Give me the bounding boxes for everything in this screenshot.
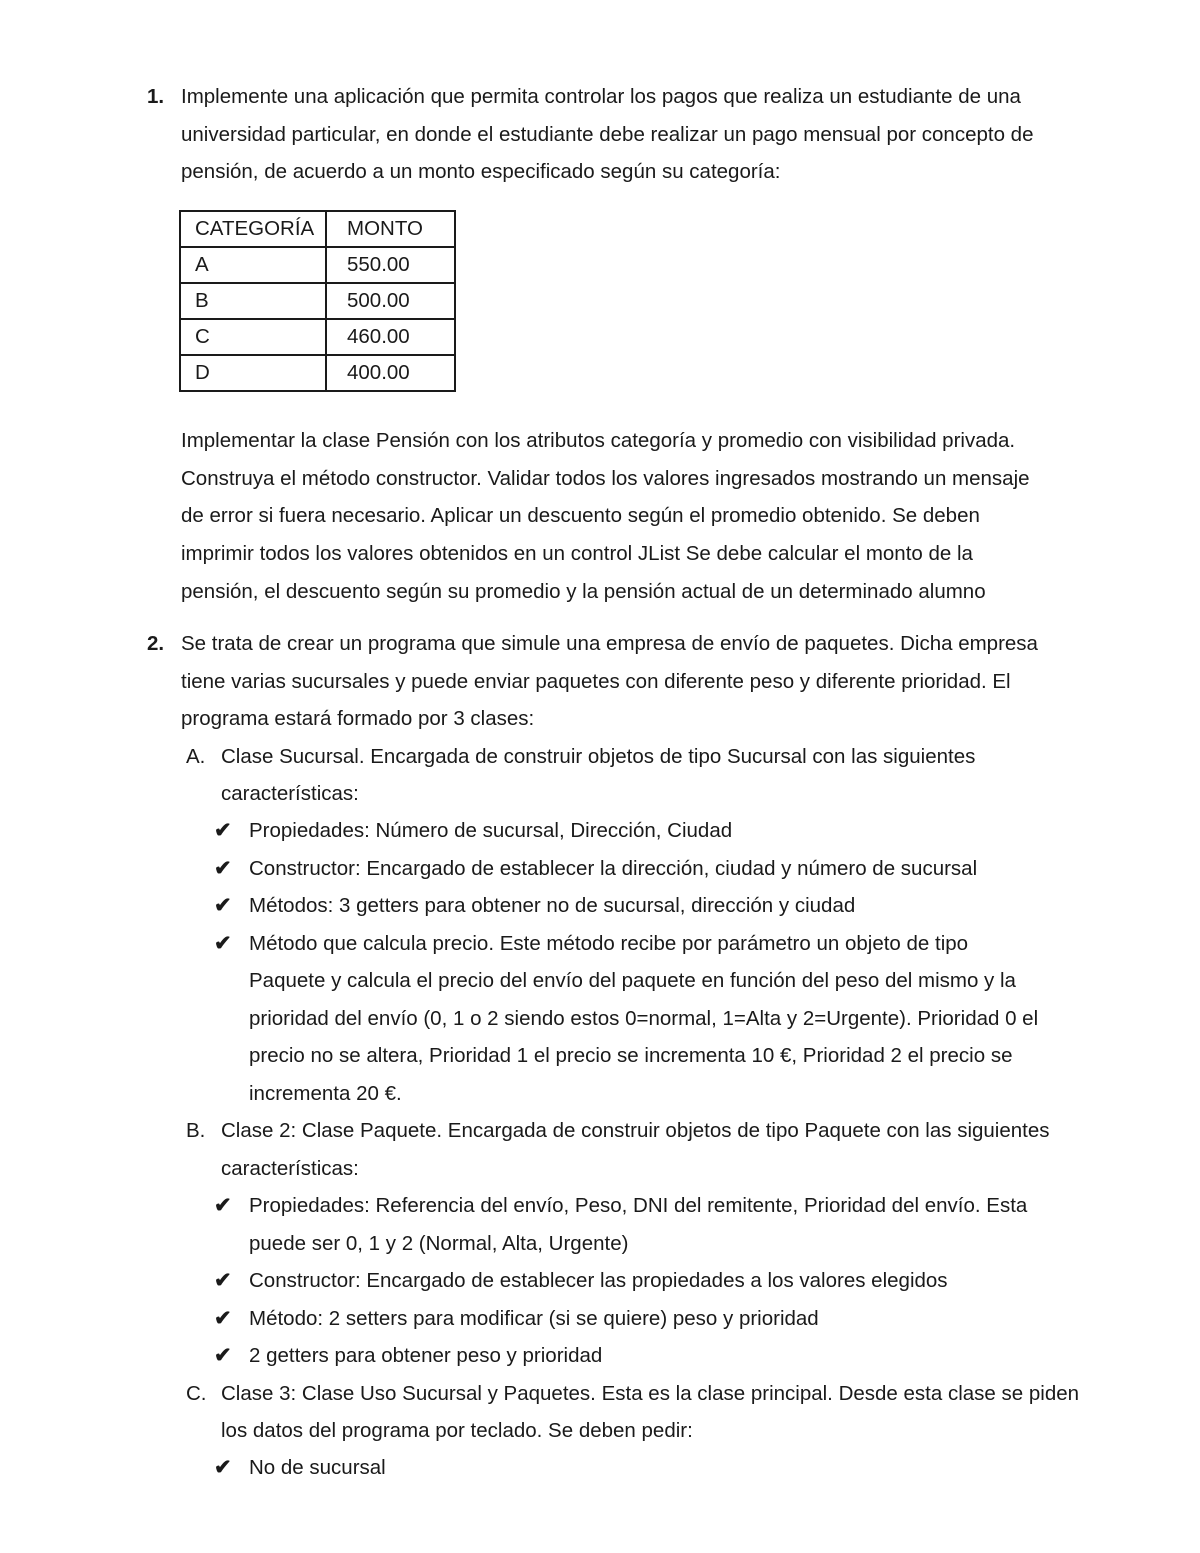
table-row bbox=[180, 319, 455, 355]
table-cell: 550.00 bbox=[326, 247, 455, 283]
table-row bbox=[180, 283, 455, 319]
table-header-cell: MONTO bbox=[326, 211, 455, 247]
check-icon: ✔ bbox=[214, 819, 232, 842]
item-2-line-3: programa estará formado por 3 clases: bbox=[181, 707, 535, 730]
item-1-after-line-3: de error si fuera necesario. Aplicar un descuento según el promedio obtenido. Se deben bbox=[181, 504, 980, 527]
table-cell: 460.00 bbox=[326, 319, 455, 355]
item-2-line-1: Se trata de crear un programa que simule una empresa de envío de paquetes. Dicha empresa bbox=[181, 632, 1038, 655]
section-b-bullet-3: Método: 2 setters para modificar (si se quiere) peso y prioridad bbox=[249, 1307, 819, 1330]
table-cell: B bbox=[180, 283, 326, 319]
section-b-line-2: características: bbox=[221, 1157, 359, 1180]
table-header-cell: CATEGORÍA bbox=[180, 211, 326, 247]
table-cell: 400.00 bbox=[326, 355, 455, 391]
table-cell: 500.00 bbox=[326, 283, 455, 319]
section-a-bullet-1: Propiedades: Número de sucursal, Dirección, Ciudad bbox=[249, 819, 733, 842]
section-a-bullet-3: Métodos: 3 getters para obtener no de sucursal, dirección y ciudad bbox=[249, 894, 856, 917]
table-row bbox=[180, 355, 455, 391]
section-c-line-1: Clase 3: Clase Uso Sucursal y Paquetes. Esta es la clase principal. Desde esta clase se piden bbox=[221, 1382, 1080, 1405]
section-c-bullet-1: No de sucursal bbox=[249, 1456, 386, 1479]
item-2-line-2: tiene varias sucursales y puede enviar paquetes con diferente peso y diferente prioridad. El bbox=[181, 670, 1011, 693]
item-1-after-line-4: imprimir todos los valores obtenidos en un control JList Se debe calcular el monto de la bbox=[181, 542, 973, 565]
section-b-bullet-2: Constructor: Encargado de establecer las propiedades a los valores elegidos bbox=[249, 1269, 948, 1292]
table-cell: A bbox=[180, 247, 326, 283]
check-icon: ✔ bbox=[214, 1194, 232, 1217]
section-a-line-2: características: bbox=[221, 782, 359, 805]
item-1-after-line-2: Construya el método constructor. Validar todos los valores ingresados mostrando un mensaje bbox=[181, 467, 1030, 490]
item-1-line-2: universidad particular, en donde el estudiante debe realizar un pago mensual por concepto de bbox=[181, 123, 1034, 146]
section-a-bullet-4-line-3: prioridad del envío (0, 1 o 2 siendo estos 0=normal, 1=Alta y 2=Urgente). Prioridad 0 el bbox=[249, 1007, 1039, 1030]
item-1-after-line-1: Implementar la clase Pensión con los atributos categoría y promedio con visibilidad privada. bbox=[181, 429, 1016, 452]
item-1-line-3: pensión, de acuerdo a un monto especificado según su categoría: bbox=[181, 160, 781, 183]
section-b-line-1: Clase 2: Clase Paquete. Encargada de construir objetos de tipo Paquete con las siguientes bbox=[221, 1119, 1050, 1142]
section-a-bullet-4-line-1: Método que calcula precio. Este método recibe por parámetro un objeto de tipo bbox=[249, 932, 969, 955]
section-c-line-2: los datos del programa por teclado. Se deben pedir: bbox=[221, 1419, 693, 1442]
section-b-bullet-4: 2 getters para obtener peso y prioridad bbox=[249, 1344, 603, 1367]
table-header-row bbox=[180, 211, 455, 247]
check-icon: ✔ bbox=[214, 1456, 232, 1479]
item-2-number: 2. bbox=[147, 632, 165, 655]
check-icon: ✔ bbox=[214, 1307, 232, 1330]
section-b-bullet-1-line-2: puede ser 0, 1 y 2 (Normal, Alta, Urgente) bbox=[249, 1232, 629, 1255]
item-1-after-line-5: pensión, el descuento según su promedio y la pensión actual de un determinado alumno bbox=[181, 580, 986, 603]
section-c-letter: C. bbox=[186, 1382, 207, 1405]
section-b-bullet-1-line-1: Propiedades: Referencia del envío, Peso, DNI del remitente, Prioridad del envío. Esta bbox=[249, 1194, 1028, 1217]
section-a-bullet-2: Constructor: Encargado de establecer la dirección, ciudad y número de sucursal bbox=[249, 857, 978, 880]
table-row bbox=[180, 247, 455, 283]
section-a-bullet-4-line-2: Paquete y calcula el precio del envío del paquete en función del peso del mismo y la bbox=[249, 969, 1016, 992]
item-1-line-1: Implemente una aplicación que permita controlar los pagos que realiza un estudiante de una bbox=[181, 85, 1021, 108]
table-cell: D bbox=[180, 355, 326, 391]
section-a-bullet-4-line-5: incrementa 20 €. bbox=[249, 1082, 402, 1105]
section-a-line-1: Clase Sucursal. Encargada de construir objetos de tipo Sucursal con las siguientes bbox=[221, 745, 976, 768]
check-icon: ✔ bbox=[214, 894, 232, 917]
check-icon: ✔ bbox=[214, 857, 232, 880]
check-icon: ✔ bbox=[214, 1344, 232, 1367]
item-1-number: 1. bbox=[147, 85, 165, 108]
section-a-bullet-4-line-4: precio no se altera, Prioridad 1 el precio se incrementa 10 €, Prioridad 2 el precio se bbox=[249, 1044, 1013, 1067]
section-b-letter: B. bbox=[186, 1119, 206, 1142]
section-a-letter: A. bbox=[186, 745, 206, 768]
check-icon: ✔ bbox=[214, 932, 232, 955]
category-table bbox=[179, 210, 456, 392]
table-cell: C bbox=[180, 319, 326, 355]
check-icon: ✔ bbox=[214, 1269, 232, 1292]
